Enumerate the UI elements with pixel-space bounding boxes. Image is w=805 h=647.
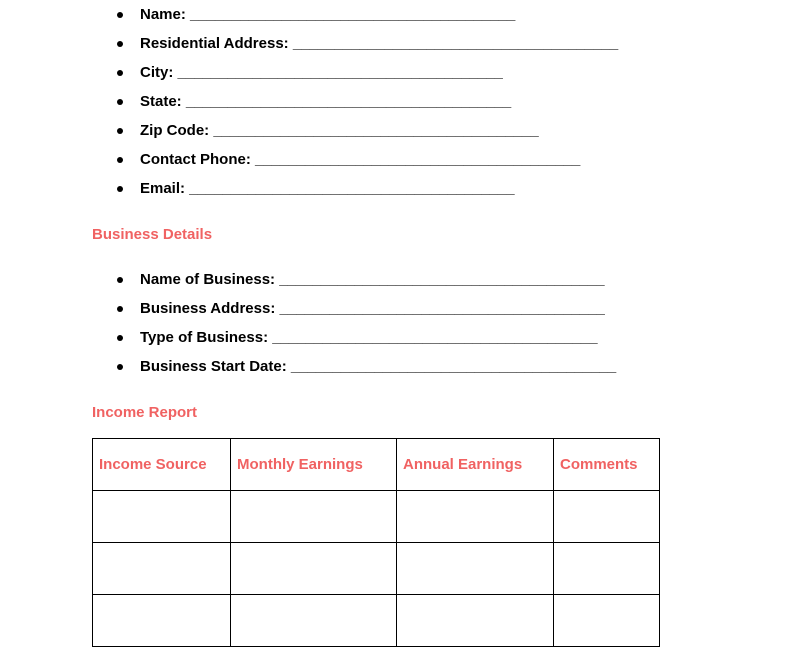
column-comments: Comments	[554, 439, 660, 491]
table-row	[93, 543, 660, 595]
table-cell[interactable]	[397, 491, 554, 543]
table-cell[interactable]	[93, 491, 231, 543]
column-income-source: Income Source	[93, 439, 231, 491]
table-cell[interactable]	[554, 491, 660, 543]
table-cell[interactable]	[397, 543, 554, 595]
bullet-icon	[117, 99, 123, 105]
income-table	[92, 438, 660, 647]
business-details-heading: Business Details	[92, 226, 213, 243]
bullet-icon	[117, 364, 123, 370]
bullet-icon	[117, 70, 123, 76]
table-header-row	[93, 439, 660, 491]
bullet-icon	[117, 277, 123, 283]
bullet-icon	[117, 186, 123, 192]
table-cell[interactable]	[231, 491, 397, 543]
column-annual-earnings: Annual Earnings	[397, 439, 554, 491]
table-row	[93, 595, 660, 647]
table-row	[93, 491, 660, 543]
table-cell[interactable]	[397, 595, 554, 647]
column-monthly-earnings: Monthly Earnings	[231, 439, 397, 491]
bullet-icon	[117, 41, 123, 47]
bullet-icon	[117, 306, 123, 312]
bullet-icon	[117, 157, 123, 163]
table-cell[interactable]	[231, 595, 397, 647]
table-cell[interactable]	[93, 595, 231, 647]
bullet-icon	[117, 128, 123, 134]
table-cell[interactable]	[93, 543, 231, 595]
table-cell[interactable]	[554, 595, 660, 647]
bullet-icon	[117, 335, 123, 341]
table-cell[interactable]	[231, 543, 397, 595]
income-report-heading: Income Report	[92, 404, 198, 421]
table-cell[interactable]	[554, 543, 660, 595]
bullet-icon	[117, 12, 123, 18]
